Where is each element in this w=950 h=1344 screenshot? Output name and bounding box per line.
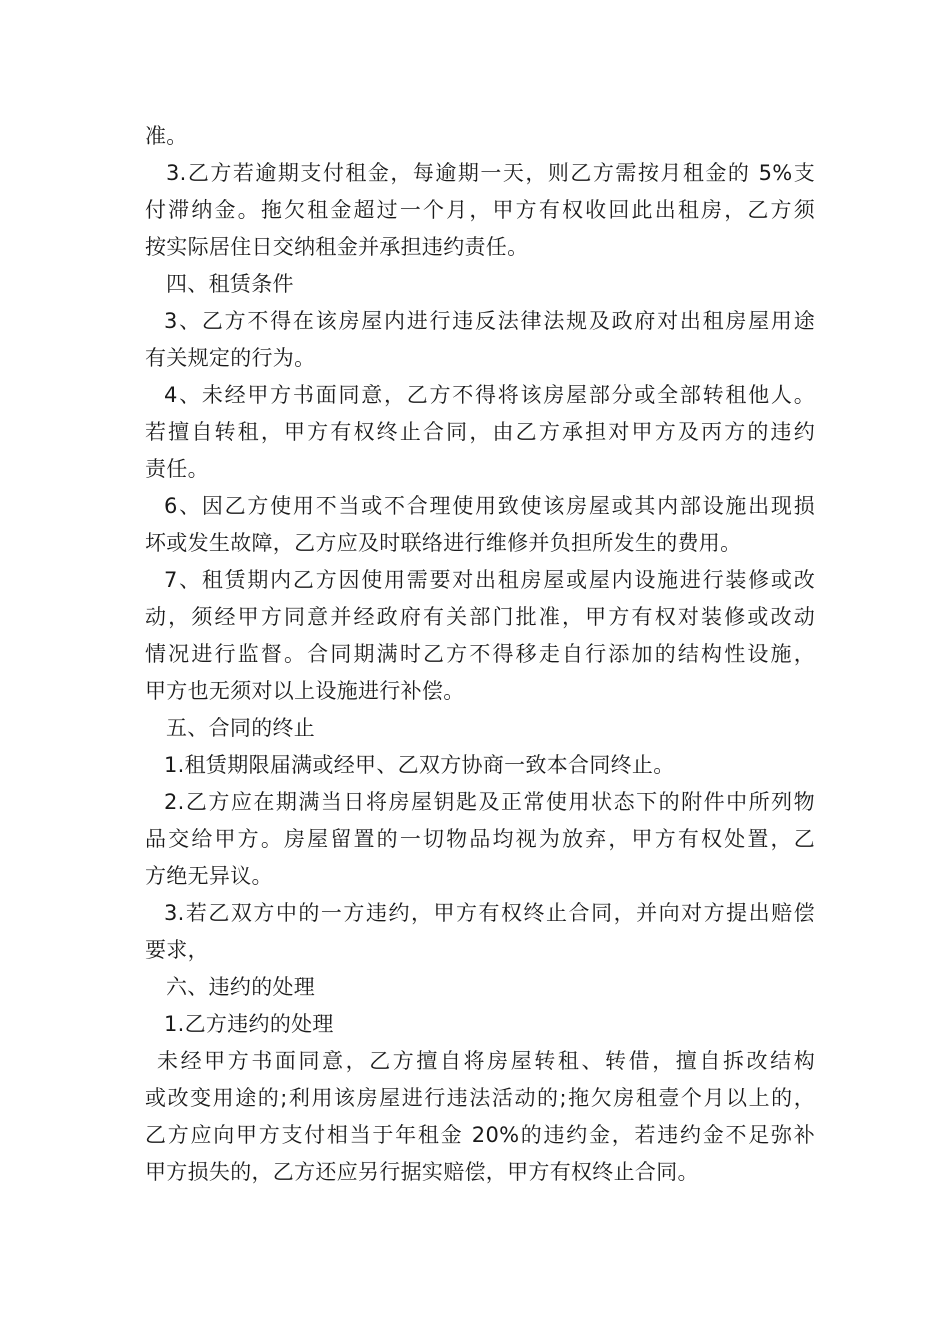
text-line: 7、租赁期内乙方因使用需要对出租房屋或屋内设施进行装修或改 xyxy=(164,568,815,592)
text-line: 按实际居住日交纳租金并承担违约责任。 xyxy=(145,235,529,259)
text-line: 责任。 xyxy=(145,457,209,481)
text-line: 4、未经甲方书面同意，乙方不得将该房屋部分或全部转租他人。 xyxy=(164,383,815,407)
text-line: 或改变用途的;利用该房屋进行违法活动的;拖欠房租壹个月以上的， xyxy=(145,1086,815,1110)
text-line: 乙方应向甲方支付相当于年租金 20%的违约金，若违约金不足弥补 xyxy=(145,1123,815,1147)
section-heading: 四、租赁条件 xyxy=(166,272,294,296)
text-line: 1.租赁期限届满或经甲、乙双方协商一致本合同终止。 xyxy=(164,753,675,777)
text-line: 情况进行监督。合同期满时乙方不得移走自行添加的结构性设施， xyxy=(145,642,815,666)
text-line: 有关规定的行为。 xyxy=(145,346,316,370)
text-line: 3.乙方若逾期支付租金，每逾期一天，则乙方需按月租金的 5%支 xyxy=(166,161,815,185)
text-line: 品交给甲方。房屋留置的一切物品均视为放弃，甲方有权处置，乙 xyxy=(145,827,815,851)
subsection-heading: 1.乙方违约的处理 xyxy=(164,1012,334,1036)
document-body xyxy=(145,118,815,1191)
section-heading: 六、违约的处理 xyxy=(166,975,316,999)
text-line: 坏或发生故障，乙方应及时联络进行维修并负担所发生的费用。 xyxy=(145,531,742,555)
text-line: 要求， xyxy=(145,938,209,962)
text-line: 若擅自转租，甲方有权终止合同，由乙方承担对甲方及丙方的违约 xyxy=(145,420,815,444)
text-line: 3.若乙双方中的一方违约，甲方有权终止合同，并向对方提出赔偿 xyxy=(164,901,815,925)
text-line: 甲方也无须对以上设施进行补偿。 xyxy=(145,679,465,703)
text-line: 2.乙方应在期满当日将房屋钥匙及正常使用状态下的附件中所列物 xyxy=(164,790,815,814)
text-line: 未经甲方书面同意，乙方擅自将房屋转租、转借，擅自拆改结构 xyxy=(157,1049,815,1073)
section-heading: 五、合同的终止 xyxy=(166,716,316,740)
text-line: 付滞纳金。拖欠租金超过一个月，甲方有权收回此出租房，乙方须 xyxy=(145,198,815,222)
text-line: 动，须经甲方同意并经政府有关部门批准，甲方有权对装修或改动 xyxy=(145,605,815,629)
text-line: 甲方损失的，乙方还应另行据实赔偿，甲方有权终止合同。 xyxy=(145,1160,699,1184)
text-line: 6、因乙方使用不当或不合理使用致使该房屋或其内部设施出现损 xyxy=(164,494,815,518)
text-line: 准。 xyxy=(145,124,188,148)
text-line: 3、乙方不得在该房屋内进行违反法律法规及政府对出租房屋用途 xyxy=(164,309,815,333)
text-line: 方绝无异议。 xyxy=(145,864,273,888)
